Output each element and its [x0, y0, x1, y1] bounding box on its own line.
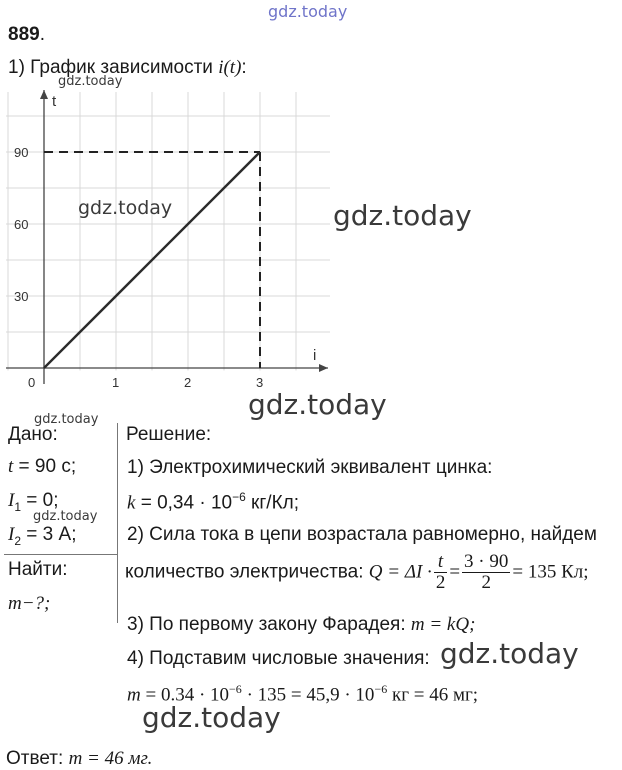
- solution-line-7-exp2: −6: [374, 682, 388, 696]
- graph-caption: [8, 57, 247, 79]
- problem-number: 889.: [8, 24, 45, 45]
- fraction-3x90-over-2: [462, 552, 510, 593]
- y-tick-label: 60: [14, 217, 29, 232]
- x-tick-label: 3: [256, 375, 264, 390]
- solution-line-4-formula: Q = ΔI ·: [368, 561, 432, 583]
- answer-value: m = 46 мг.: [68, 748, 153, 769]
- given-line-t: [8, 456, 76, 478]
- watermark-bottom: gdz.today: [142, 701, 281, 734]
- solution-title: Решение:: [126, 424, 212, 445]
- watermark-right-2: gdz.today: [248, 388, 387, 421]
- solution-line-4-result: = 135 Кл;: [512, 561, 589, 583]
- fraction-2-denominator: 2: [462, 572, 510, 593]
- answer-label: Ответ:: [6, 748, 69, 769]
- solution-line-7-b: = 0.34 · 10: [140, 684, 230, 706]
- watermark-right-1: gdz.today: [333, 199, 472, 232]
- given-value-i1: = 0;: [21, 490, 59, 511]
- given-title: Дано:: [8, 424, 58, 445]
- watermark-given-small: gdz.today: [34, 412, 99, 427]
- solution-line-7-d: кг = 46 мг;: [387, 684, 479, 706]
- solution-k-unit: кг/Кл;: [245, 492, 300, 514]
- x-axis-label: i: [313, 347, 317, 364]
- y-axis-arrow: [40, 90, 48, 99]
- x-tick-label: 1: [112, 375, 120, 390]
- given-value-t: = 90 с;: [13, 456, 77, 477]
- solution-line-4-eq: =: [449, 561, 461, 583]
- watermark-top: gdz.today: [268, 2, 348, 21]
- table-divider-horizontal: [4, 554, 118, 555]
- table-divider-vertical: [117, 423, 118, 623]
- given-var-t: t: [8, 456, 14, 477]
- fraction-t-over-2: [434, 552, 448, 593]
- fraction-1-denominator: 2: [435, 571, 446, 593]
- given-line-i2: [8, 524, 76, 548]
- solution-k-exp: −6: [232, 490, 246, 504]
- graph-caption-text: 1) График зависимости: [8, 57, 219, 78]
- x-tick-label: 2: [184, 375, 192, 390]
- watermark-chart: gdz.today: [78, 197, 173, 219]
- solution-line-5: [127, 614, 475, 636]
- graph-caption-end: :: [241, 57, 247, 78]
- given-var-i2: I: [8, 524, 15, 545]
- fraction-1-numerator: t: [437, 551, 444, 572]
- watermark-given-mid: gdz.today: [33, 509, 98, 524]
- solution-line-5-formula: m = kQ;: [410, 614, 476, 635]
- find-title: Найти:: [8, 559, 68, 580]
- solution-line-3: 2) Сила тока в цепи возрастала равномерно, найдем: [127, 524, 597, 545]
- solution-line-6: 4) Подставим числовые значения:: [127, 648, 430, 669]
- given-sub-i2: 2: [14, 533, 22, 548]
- solution-line-4-text: количество электричества:: [125, 561, 369, 583]
- solution-k-value: = 0,34 · 10: [135, 492, 233, 514]
- fraction-2-numerator: 3 · 90: [464, 551, 509, 572]
- y-tick-label: 30: [14, 289, 29, 304]
- solution-line-4: [125, 552, 589, 593]
- watermark-solution: gdz.today: [440, 637, 579, 670]
- x-axis-arrow: [319, 364, 328, 372]
- y-tick-label: 90: [14, 145, 29, 160]
- answer: [6, 748, 152, 770]
- problem-number-value: 889: [8, 24, 40, 45]
- solution-line-7-c: · 135 = 45,9 · 10: [241, 684, 375, 706]
- solution-line-7-exp1: −6: [229, 682, 242, 696]
- given-value-i2: = 3 А;: [21, 524, 77, 545]
- solution-line-2: [127, 490, 299, 514]
- chart: [0, 84, 340, 394]
- given-var-i1: I: [8, 490, 15, 511]
- solution-line-7-m: m: [127, 684, 141, 706]
- solution-k-var: k: [127, 492, 136, 514]
- given-sub-i1: 1: [14, 499, 22, 514]
- find-value: m−?;: [8, 593, 51, 614]
- solution-line-5-text: 3) По первому закону Фарадея:: [127, 614, 411, 635]
- solution-line-1: 1) Электрохимический эквивалент цинка:: [127, 457, 493, 478]
- y-axis-label: t: [52, 93, 57, 110]
- watermark-graph-small: gdz.today: [58, 74, 123, 89]
- graph-caption-func: i(t): [218, 57, 242, 78]
- x-tick-label: 0: [28, 375, 36, 390]
